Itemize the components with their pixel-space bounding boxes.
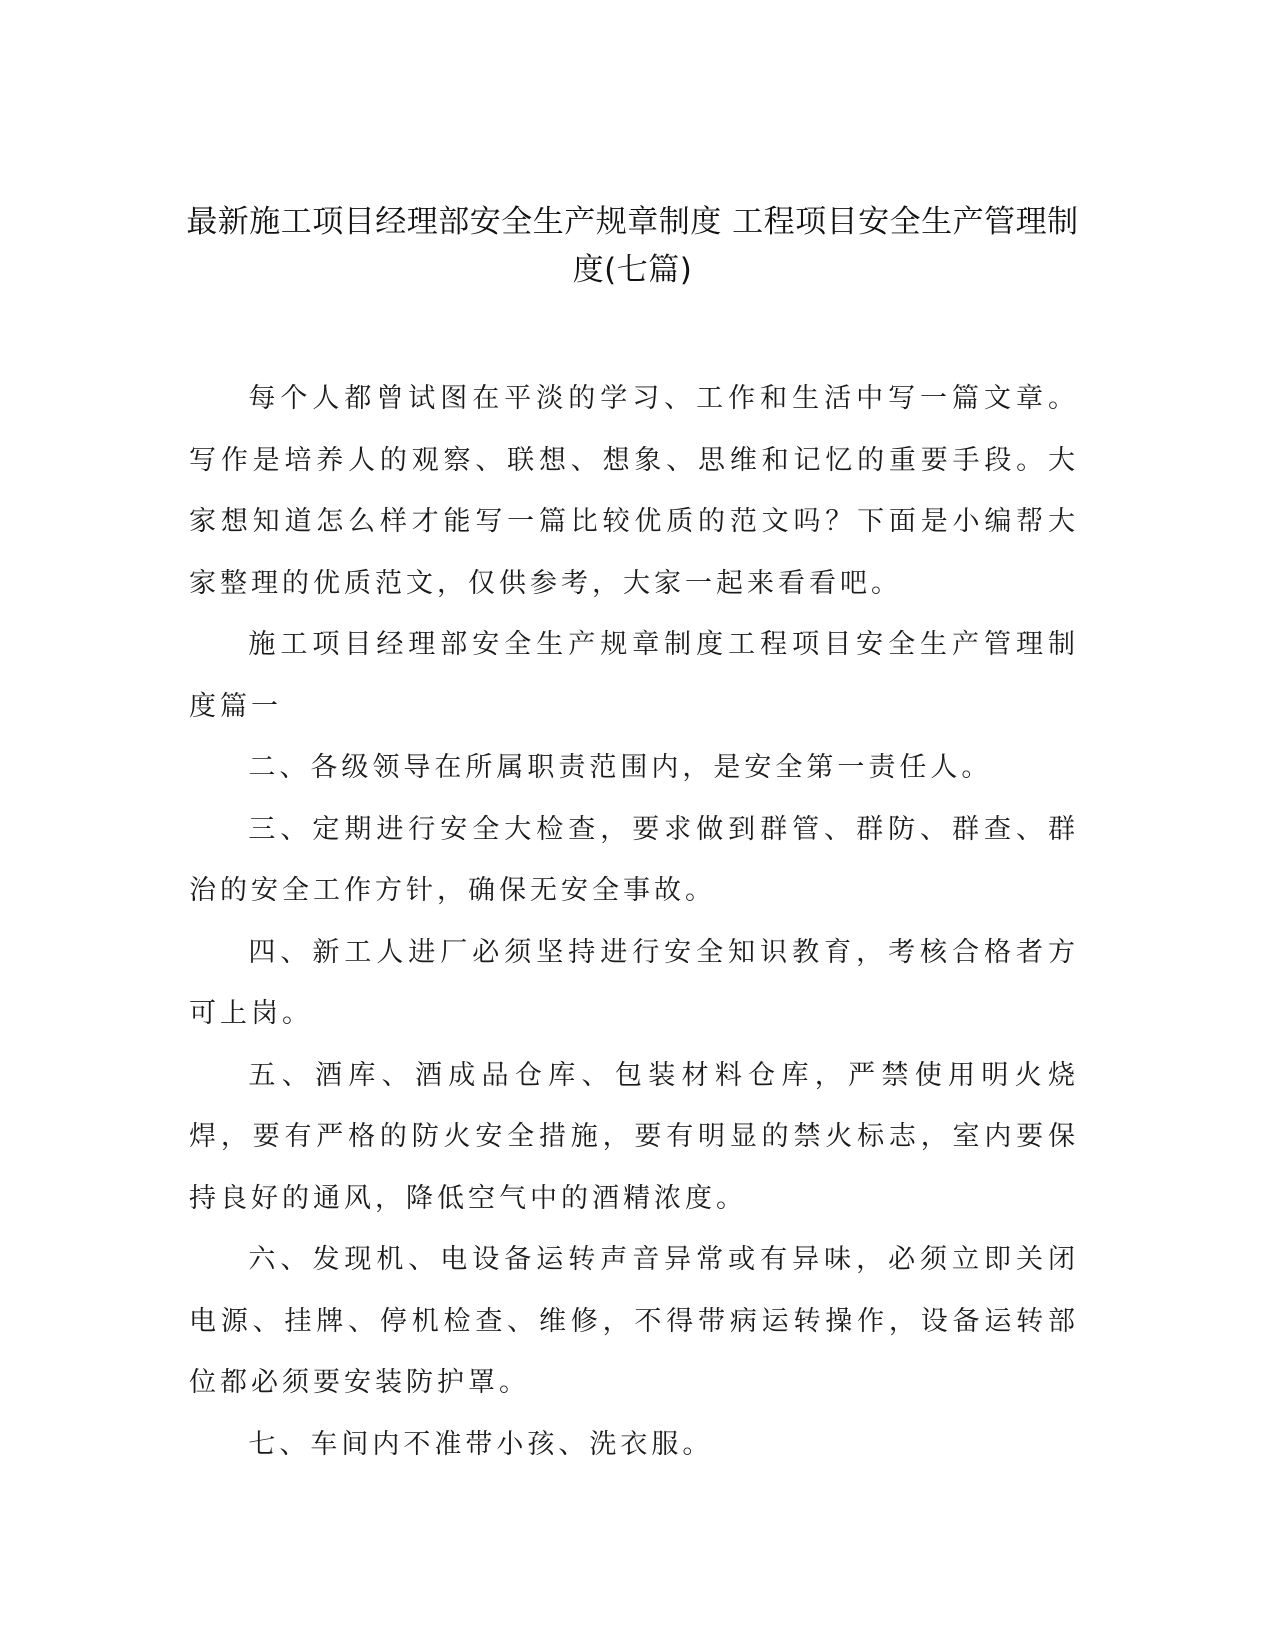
paragraph-item-4: 四、新工人进厂必须坚持进行安全知识教育，考核合格者方可上岗。 bbox=[189, 936, 1079, 1029]
paragraph-item-5: 五、酒库、酒成品仓库、包装材料仓库，严禁使用明火烧焊，要有严格的防火安全措施，要有明显的禁火标志，室内要保持良好的通风，降低空气中的酒精浓度。 bbox=[189, 1059, 1079, 1214]
paragraph-item-2: 二、各级领导在所属职责范围内，是安全第一责任人。 bbox=[248, 752, 993, 783]
paragraph-item-3: 三、定期进行安全大检查，要求做到群管、群防、群查、群治的安全工作方针，确保无安全事故。 bbox=[189, 813, 1079, 906]
document-body bbox=[189, 368, 1079, 1475]
paragraph-section-heading: 施工项目经理部安全生产规章制度工程项目安全生产管理制度篇一 bbox=[189, 629, 1079, 722]
paragraph-item-7: 七、车间内不准带小孩、洗衣服。 bbox=[248, 1428, 714, 1460]
paragraph-item-6: 六、发现机、电设备运转声音异常或有异味，必须立即关闭电源、挂牌、停机检查、维修，不得带病运转操作，设备运转部位都必须要安装防护罩。 bbox=[189, 1244, 1079, 1398]
paragraph-intro: 每个人都曾试图在平淡的学习、工作和生活中写一篇文章。写作是培养人的观察、联想、想象、思维和记忆的重要手段。大家想知道怎么样才能写一篇比较优质的范文吗？下面是小编帮大家整理的优质范文，仅供参考，大家一起来看看吧。 bbox=[189, 383, 1079, 599]
document-title: 最新施工项目经理部安全生产规章制度 工程项目安全生产管理制度(七篇) bbox=[186, 204, 1079, 288]
